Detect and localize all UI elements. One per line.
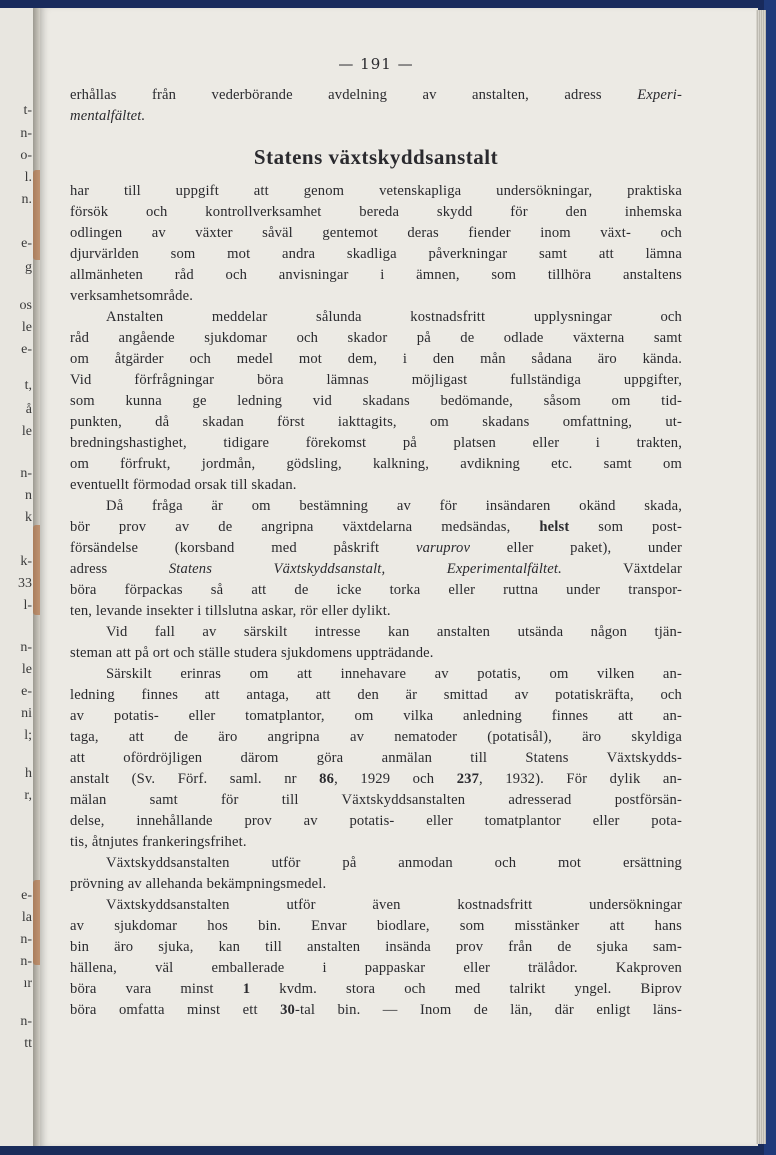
text-line bbox=[70, 106, 682, 127]
text-line bbox=[70, 601, 682, 622]
left-page-edge bbox=[0, 8, 37, 1146]
text-line bbox=[70, 391, 682, 412]
text-line bbox=[70, 853, 682, 874]
text-run: tis, åtnjutes frankeringsfrihet. bbox=[70, 834, 247, 850]
intro-paragraph bbox=[70, 85, 682, 127]
text-line bbox=[70, 349, 682, 370]
text-line bbox=[70, 496, 682, 517]
text-run: bin äro sjuka, kan till anstalten insända prov från de sjuka sam- bbox=[70, 939, 682, 955]
facing-page-fragment: r, bbox=[24, 788, 32, 803]
text-line bbox=[70, 769, 682, 790]
facing-page-fragment: le bbox=[21, 320, 32, 335]
text-line bbox=[70, 874, 682, 895]
text-line bbox=[70, 223, 682, 244]
facing-page-fragment: h bbox=[25, 766, 32, 781]
text-run: om åtgärder och medel mot dem, i den mån sådana äro kända. bbox=[70, 351, 682, 367]
facing-page-fragment: tt bbox=[24, 1036, 32, 1051]
text-line bbox=[70, 748, 682, 769]
text-run: böra omfatta minst ett bbox=[70, 1002, 281, 1018]
text-run: som post- bbox=[569, 519, 682, 535]
text-line bbox=[70, 811, 682, 832]
page-number: — 191 — bbox=[338, 55, 414, 73]
facing-page-fragment: e- bbox=[21, 888, 32, 903]
text-line bbox=[70, 244, 682, 265]
text-run: att ofördröjligen därom göra anmälan till Statens Växtskydds- bbox=[70, 750, 682, 766]
text-run: försändelse (korsband med påskrift bbox=[70, 540, 416, 556]
facing-page-fragment: n- bbox=[20, 1014, 32, 1029]
text-run: försök och kontrollverksamhet bereda skydd för den inhemska bbox=[70, 204, 682, 220]
text-line bbox=[70, 85, 682, 106]
text-line bbox=[70, 370, 682, 391]
facing-page-fragment: g bbox=[25, 260, 32, 275]
facing-page-fragment: n bbox=[25, 488, 32, 503]
text-line bbox=[70, 895, 682, 916]
text-line bbox=[70, 580, 682, 601]
facing-page-fragment: e- bbox=[21, 342, 32, 357]
text-run: anstalt (Sv. Förf. saml. nr bbox=[70, 771, 320, 787]
text-line bbox=[70, 664, 682, 685]
text-run: av potatis- eller tomatplantor, om vilka anledning finnes att an- bbox=[70, 708, 682, 724]
text-line bbox=[70, 517, 682, 538]
text-line bbox=[70, 433, 682, 454]
facing-page-fragment: la bbox=[21, 910, 32, 925]
text-run: ten, levande insekter i tillslutna askar, rör eller dylikt. bbox=[70, 603, 391, 619]
text-run: bör prov av de angripna växtdelarna medsändas, bbox=[70, 519, 540, 535]
text-run: djurvärlden som mot andra skadliga påverkningar samt att lämna bbox=[70, 246, 682, 262]
facing-page-fragment: n. bbox=[21, 192, 32, 207]
text-line bbox=[70, 643, 682, 664]
text-run: Vid förfrågningar böra lämnas möjligast fullständiga uppgifter, bbox=[70, 372, 682, 388]
facing-page-fragment: n- bbox=[20, 954, 32, 969]
text-run: Växtskyddsanstalten utför på anmodan och mot ersättning bbox=[106, 855, 682, 871]
text-line bbox=[70, 286, 682, 307]
facing-page-fragment: å bbox=[25, 402, 32, 417]
facing-page-fragment: t- bbox=[23, 103, 32, 118]
text-run: om förfrukt, jordmån, gödsling, kalkning, avdikning etc. samt om bbox=[70, 456, 682, 472]
text-run: odlingen av växter såväl gentemot deras fiender inom växt- och bbox=[70, 225, 682, 241]
text-line bbox=[70, 328, 682, 349]
facing-page-fragment: o- bbox=[20, 148, 32, 163]
bold-run: 30 bbox=[280, 1002, 295, 1018]
text-run: råd angående sjukdomar och skador på de odlade växterna samt bbox=[70, 330, 682, 346]
page-content bbox=[70, 55, 682, 1021]
facing-page-fragment: n- bbox=[20, 932, 32, 947]
page-stack-edge bbox=[756, 10, 766, 1144]
facing-page-fragment: le bbox=[21, 424, 32, 439]
facing-page-fragment: le bbox=[21, 662, 32, 677]
facing-page-fragment: l- bbox=[23, 598, 32, 613]
facing-page-fragment: k- bbox=[20, 554, 32, 569]
text-line bbox=[70, 307, 682, 328]
text-run: har till uppgift att genom vetenskapliga undersökningar, praktiska bbox=[70, 183, 682, 199]
text-line bbox=[70, 475, 682, 496]
text-line bbox=[70, 181, 682, 202]
text-line bbox=[70, 916, 682, 937]
body-text bbox=[70, 181, 682, 1021]
bold-run: 86 bbox=[319, 771, 335, 787]
text-line bbox=[70, 958, 682, 979]
bold-run: 237 bbox=[456, 771, 480, 787]
text-run: verksamhetsområde. bbox=[70, 288, 194, 304]
text-run: allmänheten råd och anvisningar i ämnen, som tillhöra anstaltens bbox=[70, 267, 682, 283]
text-run: bredningshastighet, tidigare förekomst på platsen eller i trakten, bbox=[70, 435, 682, 451]
text-line bbox=[70, 622, 682, 643]
facing-page-fragment: n- bbox=[20, 126, 32, 141]
text-line bbox=[70, 832, 682, 853]
text-run: Växtskyddsanstalten utför även kostnadsfritt undersökningar bbox=[106, 897, 682, 913]
text-run: Växtdelar bbox=[561, 561, 682, 577]
text-run: eller paket), under bbox=[470, 540, 682, 556]
facing-page-fragment: k bbox=[25, 510, 32, 525]
facing-page-fragment: n- bbox=[20, 466, 32, 481]
facing-page-fragment: 33 bbox=[18, 576, 32, 591]
facing-page-fragment: os bbox=[19, 298, 32, 313]
text-run: Anstalten meddelar sålunda kostnadsfritt upplysningar och bbox=[106, 309, 682, 325]
text-run: adress bbox=[70, 561, 169, 577]
text-run: steman att på ort och ställe studera sjukdomens uppträdande. bbox=[70, 645, 434, 661]
facing-page-fragment: ır bbox=[23, 976, 32, 991]
facing-page-fragment: ni bbox=[21, 706, 32, 721]
text-run: -tal bin. — Inom de län, där enligt läns- bbox=[295, 1002, 682, 1018]
facing-page-fragment: l; bbox=[24, 728, 32, 743]
text-run: erhållas från vederbörande avdelning av anstalten, adress bbox=[70, 87, 638, 103]
facing-page-fragment: e- bbox=[21, 236, 32, 251]
facing-page-fragment: t, bbox=[24, 378, 32, 393]
italic-run: Experi- bbox=[637, 87, 682, 103]
bold-run: 1 bbox=[242, 981, 251, 997]
text-run: delse, innehållande prov av potatis- eller tomatplantor eller pota- bbox=[70, 813, 682, 829]
text-run: som kunna ge ledning vid skadans bedömande, såsom om tid- bbox=[70, 393, 682, 409]
text-run: taga, att de äro angripna av nematoder (potatisål), äro skyldiga bbox=[70, 729, 682, 745]
text-run: eventuellt förmodad orsak till skadan. bbox=[70, 477, 297, 493]
text-run: böra vara minst bbox=[70, 981, 243, 997]
text-line bbox=[70, 538, 682, 559]
text-run: ledning finnes att antaga, att den är smittad av potatiskräfta, och bbox=[70, 687, 682, 703]
facing-page-fragment: e- bbox=[21, 684, 32, 699]
text-line bbox=[70, 790, 682, 811]
text-line bbox=[70, 454, 682, 475]
text-line bbox=[70, 979, 682, 1000]
bold-run: helst bbox=[539, 519, 570, 535]
text-run: Särskilt erinras om att innehavare av potatis, om vilken an- bbox=[106, 666, 682, 682]
text-line bbox=[70, 685, 682, 706]
text-line bbox=[70, 937, 682, 958]
section-heading: Statens växtskyddsanstalt bbox=[253, 145, 499, 169]
text-run: av sjukdomar hos bin. Envar biodlare, som misstänker att hans bbox=[70, 918, 682, 934]
text-line bbox=[70, 412, 682, 433]
text-run: punkten, då skadan först iakttagits, om skadans omfattning, ut- bbox=[70, 414, 682, 430]
text-run: böra förpackas så att de icke torka eller ruttna under transpor- bbox=[70, 582, 682, 598]
text-line bbox=[70, 1000, 682, 1021]
text-run: Vid fall av särskilt intresse kan anstalten utsända någon tjän- bbox=[106, 624, 682, 640]
text-run: , 1932). För dylik an- bbox=[479, 771, 682, 787]
text-run: , 1929 och bbox=[334, 771, 457, 787]
text-run: kvdm. stora och med talrikt yngel. Biprov bbox=[250, 981, 682, 997]
text-line bbox=[70, 559, 682, 580]
text-line bbox=[70, 706, 682, 727]
italic-run: mentalfältet. bbox=[70, 108, 146, 124]
italic-run: Statens Växtskyddsanstalt, Experimentalfältet. bbox=[168, 561, 562, 577]
text-line bbox=[70, 265, 682, 286]
italic-run: varuprov bbox=[415, 540, 471, 556]
facing-page-fragment: n- bbox=[20, 640, 32, 655]
facing-page-fragment: l. bbox=[24, 170, 32, 185]
text-line bbox=[70, 727, 682, 748]
text-run: mälan samt för till Växtskyddsanstalten adresserad postförsän- bbox=[70, 792, 682, 808]
text-line bbox=[70, 202, 682, 223]
text-run: hällena, väl emballerade i pappaskar eller trälådor. Kakproven bbox=[70, 960, 682, 976]
text-run: Då fråga är om bestämning av för insändaren okänd skada, bbox=[106, 498, 682, 514]
text-run: prövning av allehanda bekämpningsmedel. bbox=[70, 876, 327, 892]
